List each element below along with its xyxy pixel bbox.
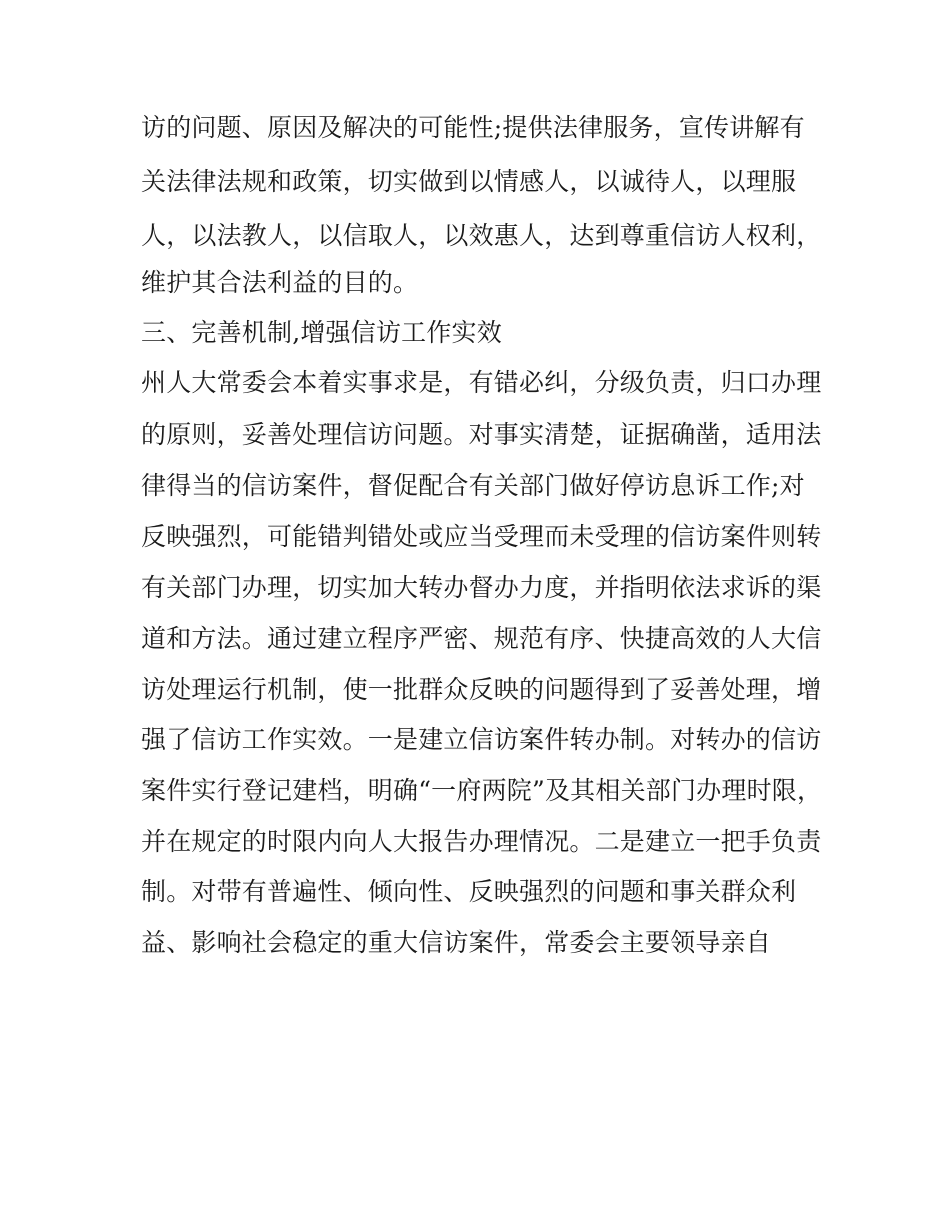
paragraph-2-line-4: 反映强烈，可能错判错处或应当受理而未受理的信访案件则转 [141,522,822,551]
paragraph-2-line-1: 州人大常委会本着实事求是，有错必纠，分级负责，归口办理 [141,368,822,397]
paragraph-2-line-2: 的原则，妥善处理信访问题。对事实清楚，证据确凿，适用法 [141,420,822,449]
paragraph-1-line-4: 维护其合法利益的目的。 [141,268,419,297]
paragraph-2-line-8: 强了信访工作实效。一是建立信访案件转办制。对转办的信访 [141,725,822,754]
paragraph-1-line-1: 访的问题、原因及解决的可能性;提供法律服务，宣传讲解有 [141,113,805,142]
paragraph-2-line-3: 律得当的信访案件，督促配合有关部门做好停访息诉工作;对 [141,471,805,500]
paragraph-2-line-5: 有关部门办理，切实加大转办督办力度，并指明依法求诉的渠 [141,573,822,602]
paragraph-1-line-2: 关法律法规和政策，切实做到以情感人，以诚待人，以理服 [141,167,797,196]
paragraph-2-line-12: 益、影响社会稳定的重大信访案件，常委会主要领导亲自 [141,928,772,957]
paragraph-2-line-7: 访处理运行机制，使一批群众反映的问题得到了妥善处理，增 [141,675,822,704]
paragraph-2-line-11: 制。对带有普遍性、倾向性、反映强烈的问题和事关群众利 [141,877,797,906]
paragraph-2-line-10: 并在规定的时限内向人大报告办理情况。二是建立一把手负责 [141,827,822,856]
section-heading: 三、完善机制,增强信访工作实效 [141,318,502,347]
paragraph-2-line-9: 案件实行登记建档，明确“一府两院”及其相关部门办理时限， [141,776,823,805]
paragraph-1-line-3: 人，以法教人，以信取人，以效惠人，达到尊重信访人权利， [141,221,822,250]
paragraph-2-line-6: 道和方法。通过建立程序严密、规范有序、快捷高效的人大信 [141,624,822,653]
